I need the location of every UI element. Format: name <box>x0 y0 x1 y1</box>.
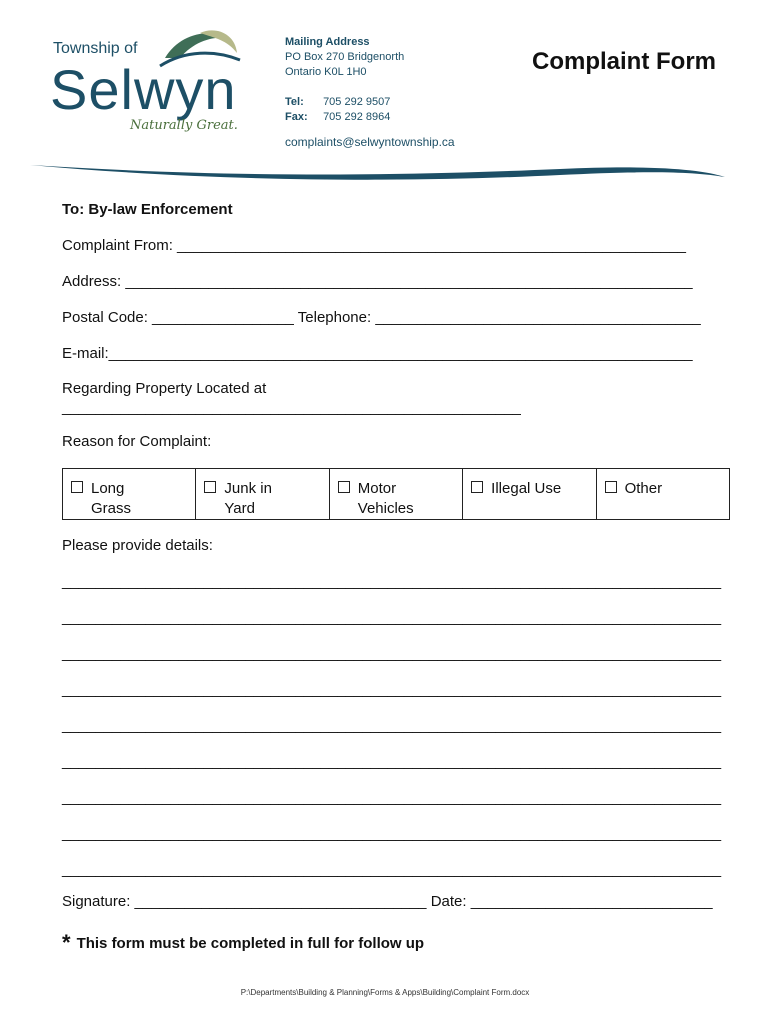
email-field[interactable]: E-mail:______________________________________________________________________ <box>62 345 693 362</box>
checkbox-icon[interactable] <box>471 481 483 493</box>
completion-notice <box>62 930 424 956</box>
address-line-1: PO Box 270 Bridgenorth <box>285 51 405 63</box>
file-path-footer: P:\Departments\Building & Planning\Forms & Apps\Building\Complaint Form.docx <box>240 988 530 997</box>
checkbox-icon[interactable] <box>605 481 617 493</box>
township-logo <box>50 22 250 152</box>
complaint-from-field[interactable]: Complaint From: _____________________________________________________________ <box>62 237 686 254</box>
logo-township-text: Township of <box>53 40 138 57</box>
tel-value: 705 292 9507 <box>323 96 391 108</box>
mailing-heading: Mailing Address <box>285 36 370 48</box>
reason-option-label: Other <box>624 480 663 497</box>
reason-label: Reason for Complaint: <box>62 433 212 450</box>
details-line[interactable]: _______________________________________________________________________________ <box>62 645 722 662</box>
reason-options-table <box>62 468 730 520</box>
reason-option-label: Long Grass <box>91 480 132 517</box>
details-line[interactable]: _______________________________________________________________________________ <box>62 789 722 806</box>
signature-date-field[interactable]: Signature: ___________________________________ Date: _____________________________ <box>62 893 713 910</box>
reason-option-junk-in-yard[interactable] <box>196 469 329 520</box>
details-line[interactable]: _______________________________________________________________________________ <box>62 753 722 770</box>
asterisk-mark: * <box>62 930 71 955</box>
reason-option-label: Motor Vehicles <box>357 480 414 517</box>
reason-option-motor-vehicles[interactable] <box>329 469 462 520</box>
regarding-property-field[interactable]: _______________________________________________________ <box>62 399 521 416</box>
address-field[interactable]: Address: ____________________________________________________________________ <box>62 273 693 290</box>
reason-option-long-grass[interactable] <box>63 469 196 520</box>
details-line[interactable]: _______________________________________________________________________________ <box>62 681 722 698</box>
header-swoosh-divider <box>0 155 770 185</box>
mailing-address-block <box>285 35 404 80</box>
regarding-property-label: Regarding Property Located at <box>62 380 267 397</box>
reason-option-illegal-use[interactable] <box>463 469 596 520</box>
reason-option-other[interactable] <box>596 469 729 520</box>
logo-name-text: Selwyn <box>50 58 237 121</box>
address-line-2: Ontario K0L 1H0 <box>285 66 367 78</box>
details-line[interactable]: _______________________________________________________________________________ <box>62 861 722 878</box>
fax-value: 705 292 8964 <box>323 111 391 123</box>
logo-tagline: Naturally Great. <box>130 118 238 133</box>
fax-label: Fax: <box>285 111 308 123</box>
complaints-email-link[interactable]: complaints@selwyntownship.ca <box>285 135 455 149</box>
checkbox-icon[interactable] <box>71 481 83 493</box>
to-by-law-enforcement: To: By-law Enforcement <box>62 201 233 218</box>
details-label: Please provide details: <box>62 537 213 554</box>
details-line[interactable]: _______________________________________________________________________________ <box>62 717 722 734</box>
postal-telephone-field[interactable]: Postal Code: _________________ Telephone: _______________________________________ <box>62 309 701 326</box>
checkbox-icon[interactable] <box>204 481 216 493</box>
checkbox-icon[interactable] <box>338 481 350 493</box>
details-line[interactable]: _______________________________________________________________________________ <box>62 825 722 842</box>
form-title: Complaint Form <box>532 48 716 75</box>
telephone-row <box>285 96 390 108</box>
reason-option-label: Illegal Use <box>491 480 562 497</box>
reason-option-label: Junk in Yard <box>224 480 272 517</box>
notice-text: This form must be completed in full for follow up <box>76 935 425 952</box>
details-line[interactable]: _______________________________________________________________________________ <box>62 609 722 626</box>
tel-label: Tel: <box>285 96 304 108</box>
fax-row <box>285 111 390 123</box>
details-line[interactable]: _______________________________________________________________________________ <box>62 573 722 590</box>
